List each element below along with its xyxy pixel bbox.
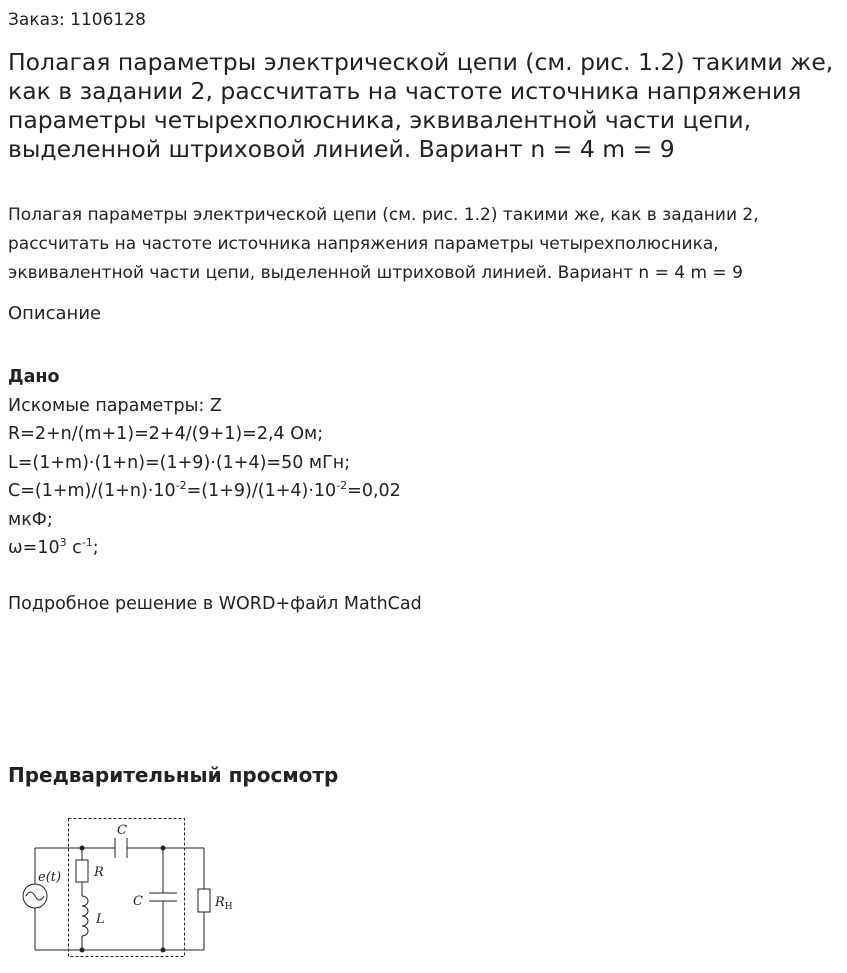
task-description: Полагая параметры электрической цепи (см. рис. 1.2) такими же, как в задании 2, рассчитать на частоте источника напряжения параметры четырехполюсника, эквивалентной части цепи, выделенной штриховой линией. Вариант n = 4 m = 9 <box>8 205 759 283</box>
resistor-r <box>76 860 88 882</box>
node-dot <box>80 948 85 953</box>
circuit-diagram <box>18 814 248 962</box>
capacitance-formula-part: =(1+9)/(1+4)·10 <box>186 481 337 501</box>
inductor-l <box>82 896 88 936</box>
capacitance-exponent: -2 <box>175 479 187 492</box>
omega-unit-exponent: -1 <box>81 536 93 549</box>
omega-part: ; <box>92 538 99 558</box>
capacitance-formula-part: =0,02 <box>347 481 401 501</box>
label-load-sub: Н <box>224 902 233 912</box>
label-source: e(t) <box>38 870 62 885</box>
label-resistor: R <box>94 865 104 880</box>
resistor-load <box>198 889 210 912</box>
omega-part: с <box>66 538 82 558</box>
node-dot <box>80 846 85 851</box>
capacitance-formula-part: C=(1+m)/(1+n)·10 <box>8 481 176 501</box>
label-capacitor-shunt: C <box>133 894 143 909</box>
node-dot <box>161 846 166 851</box>
angular-frequency <box>8 534 468 563</box>
label-inductor: L <box>96 912 105 927</box>
capacitance-unit: мкФ; <box>8 509 53 530</box>
given-block <box>8 363 468 563</box>
capacitance-formula <box>8 477 468 506</box>
page-title: Полагая параметры электрической цепи (см. рис. 1.2) такими же, как в задании 2, рассчитать на частоте источника напряжения параметры четырехполюсника, эквивалентной части цепи, выделенной штриховой линией. Вариант n = 4 m = 9 <box>8 48 834 163</box>
label-capacitor-top: C <box>117 823 127 838</box>
sine-icon <box>26 892 44 900</box>
resistance-formula: R=2+n/(m+1)=2+4/(9+1)=2,4 Ом; <box>8 424 324 444</box>
capacitance-exponent: -2 <box>336 479 348 492</box>
label-load <box>214 895 233 912</box>
order-number: Заказ: 1106128 <box>8 10 146 30</box>
omega-exponent: 3 <box>59 536 67 549</box>
inductance-formula: L=(1+m)·(1+n)=(1+9)·(1+4)=50 мГн; <box>8 452 351 473</box>
omega-part: ω=10 <box>8 538 60 558</box>
node-dot <box>161 948 166 953</box>
label-load-main: R <box>215 895 225 910</box>
description-section-label: Описание <box>8 303 102 324</box>
sought-parameters: Искомые параметры: Z <box>8 395 222 416</box>
solution-note: Подробное решение в WORD+файл MathCad <box>8 594 422 614</box>
given-heading: Дано <box>8 367 60 387</box>
preview-heading: Предварительный просмотр <box>8 763 339 787</box>
